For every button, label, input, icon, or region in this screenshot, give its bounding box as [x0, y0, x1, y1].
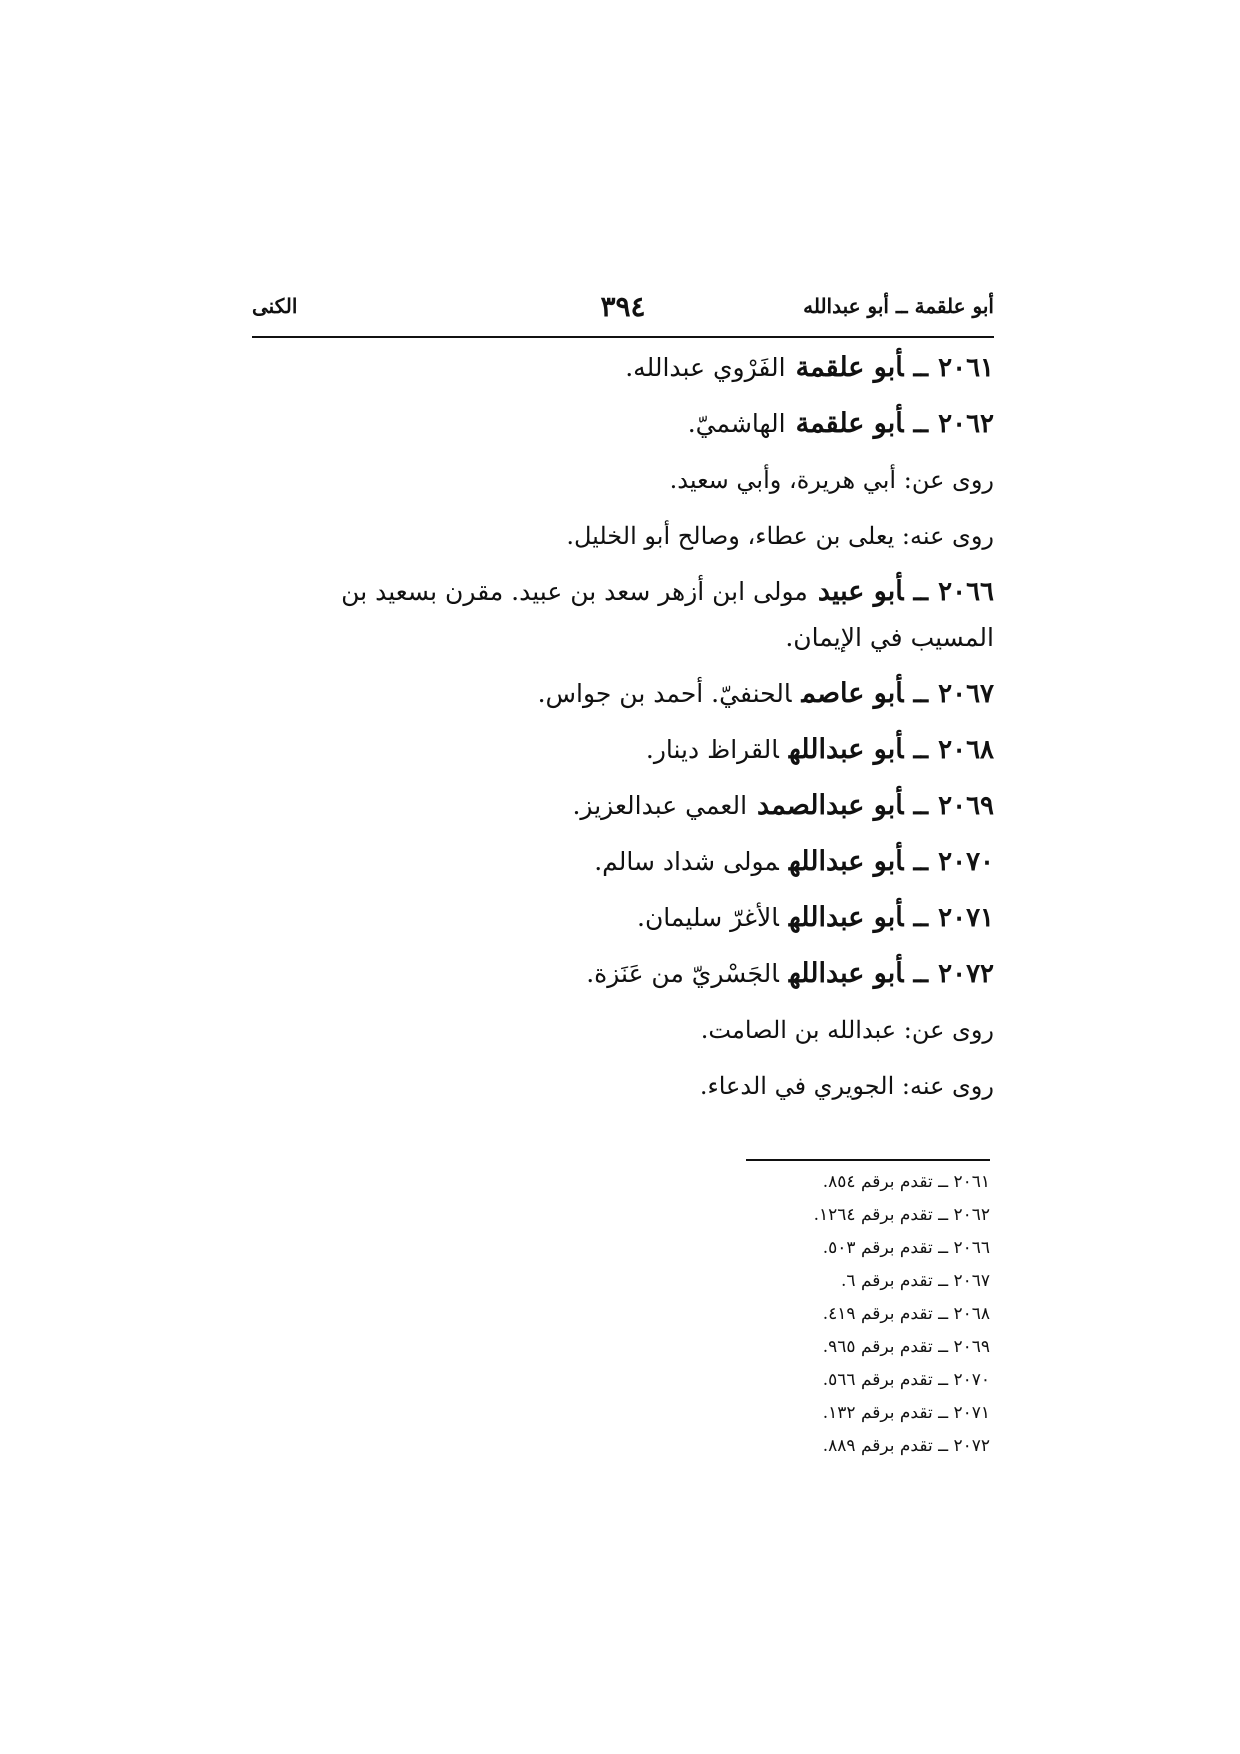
footnote-divider: [746, 1159, 990, 1161]
footnote: ٢٠٧٠ ــ تقدم برقم ٥٦٦.: [822, 1370, 990, 1390]
entry-kunya: أبو عبدالله: [788, 902, 904, 933]
entry-kunya: أبو عاصم: [801, 678, 904, 709]
entry-kunya: أبو عبدالصمد: [757, 790, 904, 821]
section-range-title: أبو علقمة ــ أبو عبدالله: [803, 294, 994, 318]
footnote: ٢٠٦٨ ــ تقدم برقم ٤١٩.: [822, 1304, 990, 1324]
entry-number: ٢٠٧٢: [938, 959, 994, 989]
footnote: ٢٠٦٩ ــ تقدم برقم ٩٦٥.: [822, 1337, 990, 1357]
footnote: ٢٠٦٦ ــ تقدم برقم ٥٠٣.: [822, 1238, 990, 1258]
entry-number: ٢٠٦١: [938, 353, 994, 383]
page-number: ٣٩٤: [600, 290, 646, 323]
entry-dash: ــ: [913, 409, 929, 438]
footnote: ٢٠٦٧ ــ تقدم برقم ٦.: [841, 1271, 990, 1291]
entry-2061: [252, 340, 994, 396]
entry-text: العمي عبدالعزيز.: [572, 791, 748, 820]
entries-list: [252, 340, 994, 1114]
entry-2070: [252, 834, 994, 890]
footnote: ٢٠٧٢ ــ تقدم برقم ٨٨٩.: [822, 1436, 990, 1456]
entry-dash: ــ: [913, 735, 929, 764]
footnote: ٢٠٧١ ــ تقدم برقم ١٣٢.: [822, 1403, 990, 1423]
entry-dash: ــ: [913, 847, 929, 876]
entry-number: ٢٠٦٧: [938, 679, 994, 709]
entry-dash: ــ: [913, 577, 929, 606]
entry-number: ٢٠٧٠: [938, 847, 994, 877]
entry-kunya: أبو عبيد: [817, 576, 904, 607]
entry-kunya: أبو علقمة: [795, 352, 904, 383]
entry-2062: [252, 396, 994, 452]
entry-2071: [252, 890, 994, 946]
entry-dash: ــ: [913, 903, 929, 932]
entry-number: ٢٠٧١: [938, 903, 994, 933]
entry-2062-narrated-by: روى عنه: يعلى بن عطاء، وصالح أبو الخليل.: [566, 522, 994, 550]
header-divider: [252, 336, 994, 338]
entry-kunya: أبو عبدالله: [788, 958, 904, 989]
entry-2069: [252, 778, 994, 834]
entry-number: ٢٠٦٦: [938, 577, 994, 607]
entry-2066: [252, 564, 994, 666]
running-head: [252, 290, 994, 334]
entry-text: مولى شداد سالم.: [594, 847, 779, 876]
entry-dash: ــ: [913, 791, 929, 820]
entry-text: القراظ دينار.: [645, 735, 779, 764]
chapter-title: الكنى: [252, 294, 298, 318]
entry-2072-narrated-from: روى عن: عبدالله بن الصامت.: [700, 1016, 994, 1044]
entry-text: الحنفيّ. أحمد بن جواس.: [537, 679, 792, 708]
entry-number: ٢٠٦٩: [938, 791, 994, 821]
footnote: ٢٠٦١ ــ تقدم برقم ٨٥٤.: [822, 1172, 990, 1192]
entry-number: ٢٠٦٢: [938, 409, 994, 439]
entry-kunya: أبو عبدالله: [788, 846, 904, 877]
entry-number: ٢٠٦٨: [938, 735, 994, 765]
entry-2072-narrated-by: روى عنه: الجويري في الدعاء.: [699, 1072, 994, 1100]
entry-kunya: أبو علقمة: [795, 408, 904, 439]
footnote: ٢٠٦٢ ــ تقدم برقم ١٢٦٤.: [813, 1205, 990, 1225]
entry-text: الجَسْريّ من عَنَزة.: [586, 959, 779, 988]
entry-kunya: أبو عبدالله: [788, 734, 904, 765]
entry-text: الفَرْوي عبدالله.: [625, 353, 786, 382]
entry-2072: [252, 946, 994, 1002]
entry-2068: [252, 722, 994, 778]
footnotes-list: [590, 1166, 990, 1463]
entry-text: مولى ابن أزهر سعد بن عبيد. مقرن بسعيد بن المسيب في الإيمان.: [341, 577, 994, 652]
entry-text: الهاشميّ.: [687, 409, 786, 438]
entry-text: الأغرّ سليمان.: [637, 903, 779, 932]
entry-dash: ــ: [913, 959, 929, 988]
entry-dash: ــ: [913, 353, 929, 382]
entry-2062-narrated-from: روى عن: أبي هريرة، وأبي سعيد.: [669, 466, 994, 494]
entry-dash: ــ: [913, 679, 929, 708]
entry-2067: [252, 666, 994, 722]
